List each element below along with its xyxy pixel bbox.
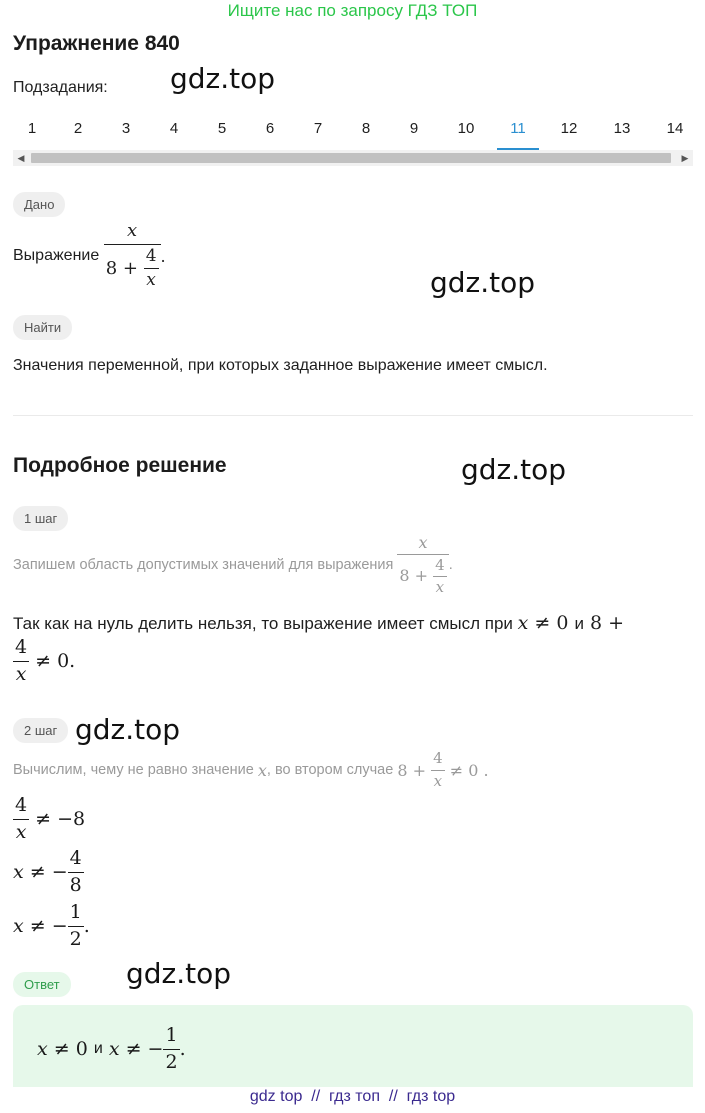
given-fraction: x 8 + $\frac{4}{x}$	[104, 221, 161, 291]
scrollbar-thumb[interactable]	[31, 153, 671, 163]
step2-line1: $\frac{4}{x}$ ≠ −8	[15, 794, 86, 843]
scroll-left-arrow-icon[interactable]: ◀	[17, 153, 25, 163]
tab-13[interactable]: 13	[613, 120, 631, 137]
watermark: gdz.top	[430, 266, 536, 299]
footer-links[interactable]: gdz top // гдз топ // гдз top	[249, 1088, 456, 1105]
promo-banner[interactable]: Ищите нас по запросу ГДЗ ТОП	[227, 1, 478, 20]
step2-text-b: , во втором случае	[266, 762, 394, 778]
step2-line3: x ≠ − $\frac{1}{2}$ .	[13, 901, 90, 950]
tab-9[interactable]: 9	[409, 120, 419, 137]
step1-explain-text: Так как на нуль делить нельзя, то выражение имеет смысл при	[13, 614, 513, 633]
section-divider	[13, 415, 693, 416]
subtasks-label: Подзадания:	[13, 79, 108, 96]
step1-explanation-line2: $\frac{4}{x}$ ≠ 0.	[15, 636, 76, 685]
step1-explanation-line1: Так как на нуль делить нельзя, то выражение имеет смысл при x ≠ 0 и 8 +	[13, 612, 625, 634]
step1-fraction: x 8 + $\frac{4}{x}$	[397, 534, 448, 597]
tab-14[interactable]: 14	[666, 120, 684, 137]
watermark: gdz.top	[75, 713, 181, 746]
step1-and: и	[574, 614, 584, 633]
step1-chip: 1 шаг	[13, 506, 68, 531]
step1-text: Запишем область допустимых значений для выражения	[13, 557, 394, 573]
watermark: gdz.top	[461, 453, 567, 486]
tab-3[interactable]: 3	[121, 120, 131, 137]
tab-5[interactable]: 5	[217, 120, 227, 137]
given-text: Выражение	[13, 247, 100, 264]
step2-line2: x ≠ − $\frac{4}{8}$	[13, 847, 82, 896]
answer-chip: Ответ	[13, 972, 71, 997]
tab-2[interactable]: 2	[73, 120, 83, 137]
tab-4[interactable]: 4	[169, 120, 179, 137]
tab-11[interactable]: 11	[510, 120, 526, 137]
tab-8[interactable]: 8	[361, 120, 371, 137]
tab-12[interactable]: 12	[560, 120, 578, 137]
tab-10[interactable]: 10	[457, 120, 475, 137]
find-chip: Найти	[13, 315, 72, 340]
tabs-scrollbar[interactable]	[13, 150, 693, 166]
watermark: gdz.top	[126, 957, 232, 990]
step1-instruction: Запишем область допустимых значений для выражения x 8 + $\frac{4}{x}$ .	[13, 532, 453, 597]
find-text: Значения переменной, при которых заданное выражение имеет смысл.	[13, 357, 548, 374]
given-chip: Дано	[13, 192, 65, 217]
answer-and: и	[93, 1040, 103, 1058]
tab-7[interactable]: 7	[313, 120, 323, 137]
given-expression: Выражение x 8 + $\frac{4}{x}$ .	[13, 220, 166, 291]
step2-instruction: Вычислим, чему не равно значение x , во втором случае 8 + $\frac{4}{x}$ ≠ 0 .	[13, 749, 489, 790]
step2-chip: 2 шаг	[13, 718, 68, 743]
page-title: Упражнение 840	[13, 32, 180, 55]
step2-text-a: Вычислим, чему не равно значение	[13, 762, 254, 778]
tab-1[interactable]: 1	[27, 120, 37, 137]
scroll-right-arrow-icon[interactable]: ▶	[681, 153, 689, 163]
watermark: gdz.top	[170, 62, 276, 95]
tab-6[interactable]: 6	[265, 120, 275, 137]
answer-expression: x ≠ 0 и x ≠ − $\frac{1}{2}$ .	[37, 1024, 186, 1073]
subtask-tabs	[13, 112, 693, 152]
solution-title: Подробное решение	[13, 454, 227, 477]
